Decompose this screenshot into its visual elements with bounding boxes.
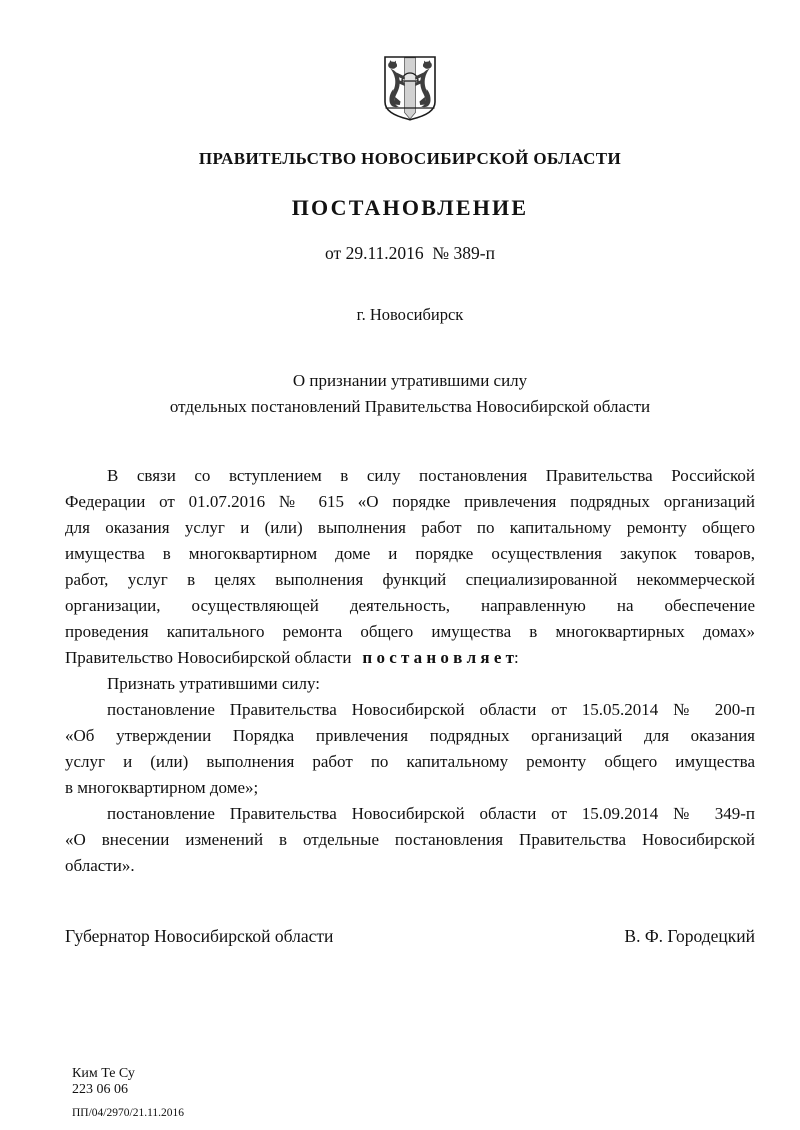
signature-row: [65, 923, 755, 949]
body-line: имущества в многоквартирном доме и порядке осуществления закупок товаров,: [65, 544, 755, 563]
body-line: В связи со вступлением в силу постановления Правительства Российской: [107, 466, 755, 485]
resolve-prefix: Правительство Новосибирской области: [65, 648, 352, 667]
footer: [72, 1066, 755, 1120]
subject-line-2: отдельных постановлений Правительства Новосибирской области: [169, 397, 651, 416]
body-line: для оказания услуг и (или) выполнения работ по капитальному ремонту общего: [65, 518, 755, 537]
document-body: [65, 463, 755, 879]
body-line: постановление Правительства Новосибирской области от 15.05.2014 № 200-п: [107, 700, 755, 719]
body-line: Федерации от 01.07.2016 № 615 «О порядке привлечения подрядных организаций: [65, 492, 755, 511]
resolve-line: [65, 645, 755, 671]
document-type-title: ПОСТАНОВЛЕНИЕ: [291, 195, 529, 220]
signature-position: Губернатор Новосибирской области: [65, 926, 334, 946]
body-line: постановление Правительства Новосибирской области от 15.09.2014 № 349-п: [107, 804, 755, 823]
coat-of-arms-novosibirsk-oblast-icon: [383, 55, 437, 122]
executor-name: Ким Те Су: [72, 1066, 135, 1081]
resolve-colon: :: [513, 648, 519, 667]
org-name: ПРАВИТЕЛЬСТВО НОВОСИБИРСКОЙ ОБЛАСТИ: [198, 149, 622, 168]
paragraph-declare: Признать утратившими силу:: [107, 674, 320, 693]
executor-phone: 223 06 06: [72, 1082, 128, 1097]
body-line: области».: [65, 856, 135, 875]
paragraph-repealed-1: [65, 697, 755, 801]
date-number-line: от 29.11.2016 № 389-п: [325, 243, 495, 263]
body-line: проведения капитального ремонта общего имущества в многоквартирных домах»: [65, 622, 755, 641]
body-line: услуг и (или) выполнения работ по капитальному ремонту общего имущества: [65, 752, 755, 771]
document-content: [0, 55, 800, 1120]
resolve-word: п о с т а н о в л я е т: [362, 648, 514, 667]
body-line: «О внесении изменений в отдельные постановления Правительства Новосибирской: [65, 830, 755, 849]
body-line: работ, услуг в целях выполнения функций специализированной некоммерческой: [65, 570, 755, 589]
paragraph-preamble: [65, 463, 755, 645]
city-line: г. Новосибирск: [356, 305, 464, 324]
document-subject: [65, 368, 755, 420]
signature-name: В. Ф. Городецкий: [624, 926, 755, 946]
subject-line-1: О признании утратившими силу: [292, 371, 528, 390]
body-line: «Об утверждении Порядка привлечения подрядных организаций для оказания: [65, 726, 755, 745]
registration-reference: ПП/04/2970/21.11.2016: [72, 1107, 185, 1119]
paragraph-repealed-2: [65, 801, 755, 879]
body-line: в многоквартирном доме»;: [65, 778, 259, 797]
body-line: организации, осуществляющей деятельность, направленную на обеспечение: [65, 596, 755, 615]
